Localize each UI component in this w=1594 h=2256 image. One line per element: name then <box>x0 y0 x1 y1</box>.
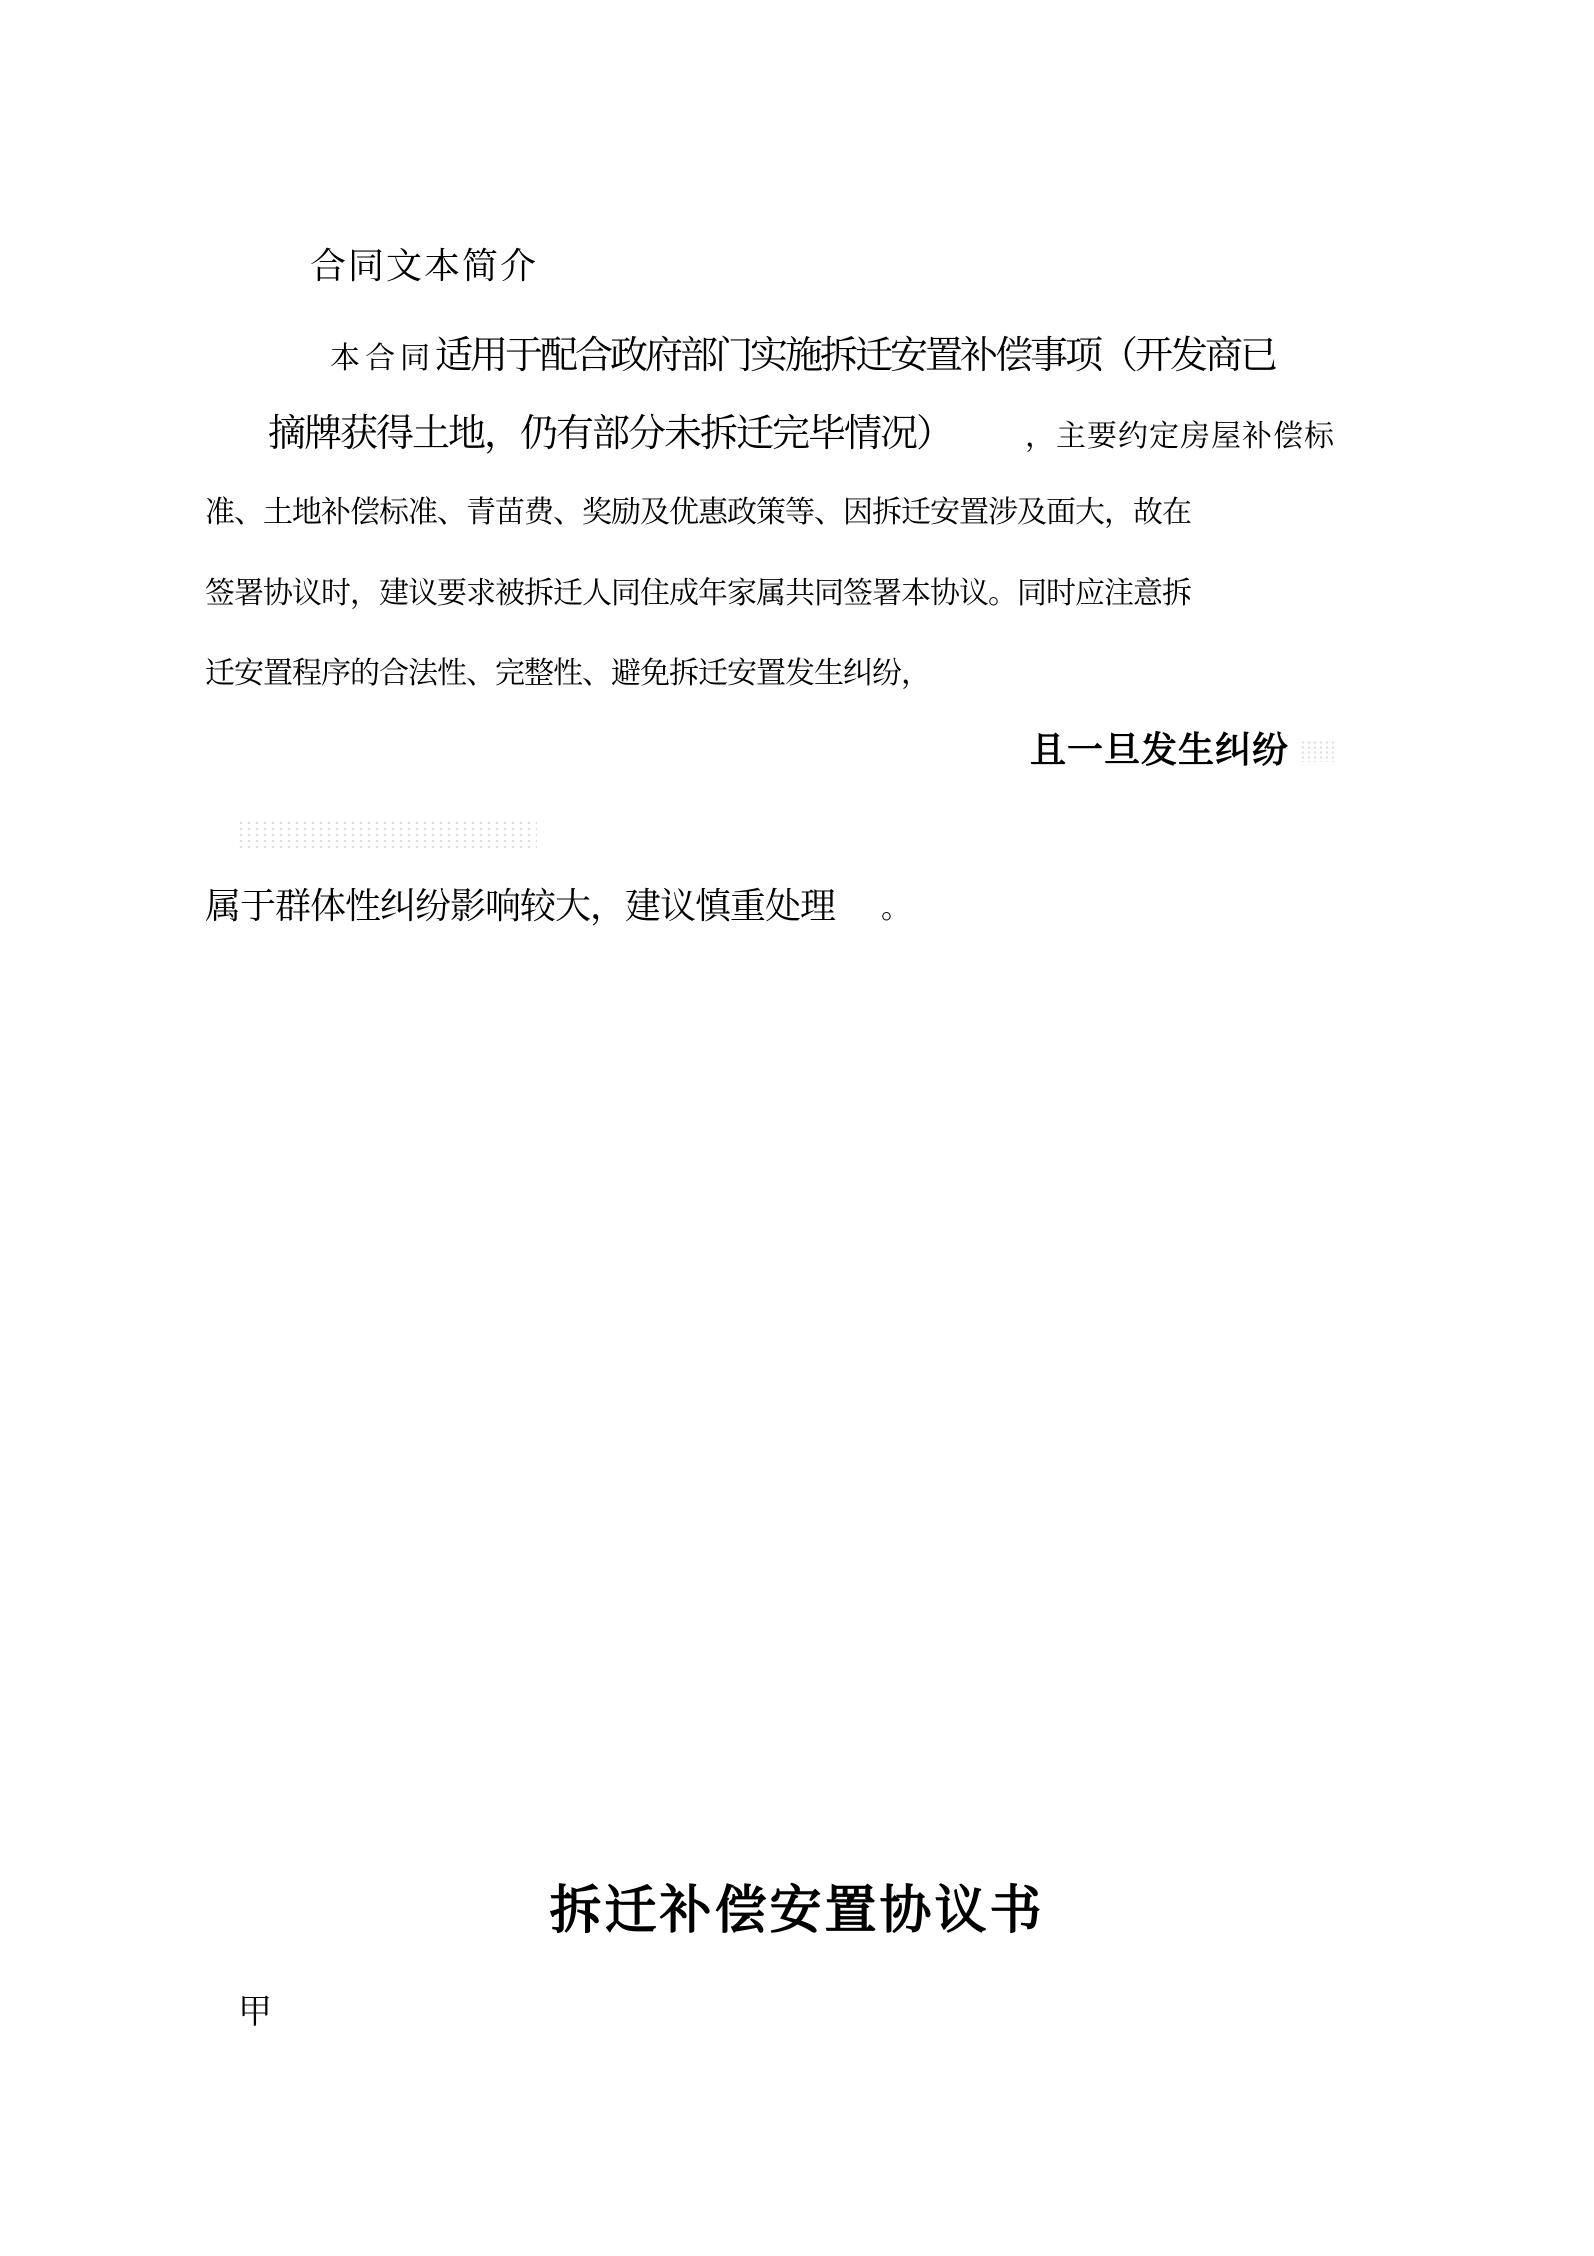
intro-line2-main: 摘牌获得土地，仍有部分未拆迁完毕情况） <box>268 413 934 455</box>
intro-paragraph-line-2 <box>268 402 1335 457</box>
intro-closing-line <box>205 878 910 929</box>
intro-line2-suffix: ，主要约定房屋补偿标 <box>1025 420 1336 453</box>
intro-closing-main: 属于群体性纠纷影响较大，建议慎重处理 <box>205 885 836 926</box>
intro-dispute-emphasis-line: 且一旦发生纠纷 <box>1030 729 1290 770</box>
intro-paragraph-line-3: 准、土地补偿标准、青苗费、奖励及优惠政策等、因拆迁安置涉及面大，故在 <box>205 496 1191 529</box>
faint-erased-text-artifact <box>237 820 537 848</box>
intro-line1-main: 适用于配合政府部门实施拆迁安置补偿事项（开发商已 <box>435 335 1276 377</box>
intro-heading: 合同文本简介 <box>310 245 539 286</box>
intro-paragraph-line-1 <box>330 324 1275 379</box>
intro-paragraph-line-5: 迁安置程序的合法性、完整性、避免拆迁安置发生纠纷， <box>205 657 930 690</box>
agreement-title: 拆迁补偿安置协议书 <box>549 1882 1045 1940</box>
faint-speckle-artifact <box>1300 740 1334 762</box>
intro-line1-prefix: 本合同 <box>330 342 435 375</box>
intro-paragraph-line-4: 签署协议时，建议要求被拆迁人同住成年家属共同签署本协议。同时应注意拆 <box>205 577 1191 610</box>
party-a-label: 甲 <box>238 1993 272 2031</box>
intro-closing-period: 。 <box>881 892 911 925</box>
